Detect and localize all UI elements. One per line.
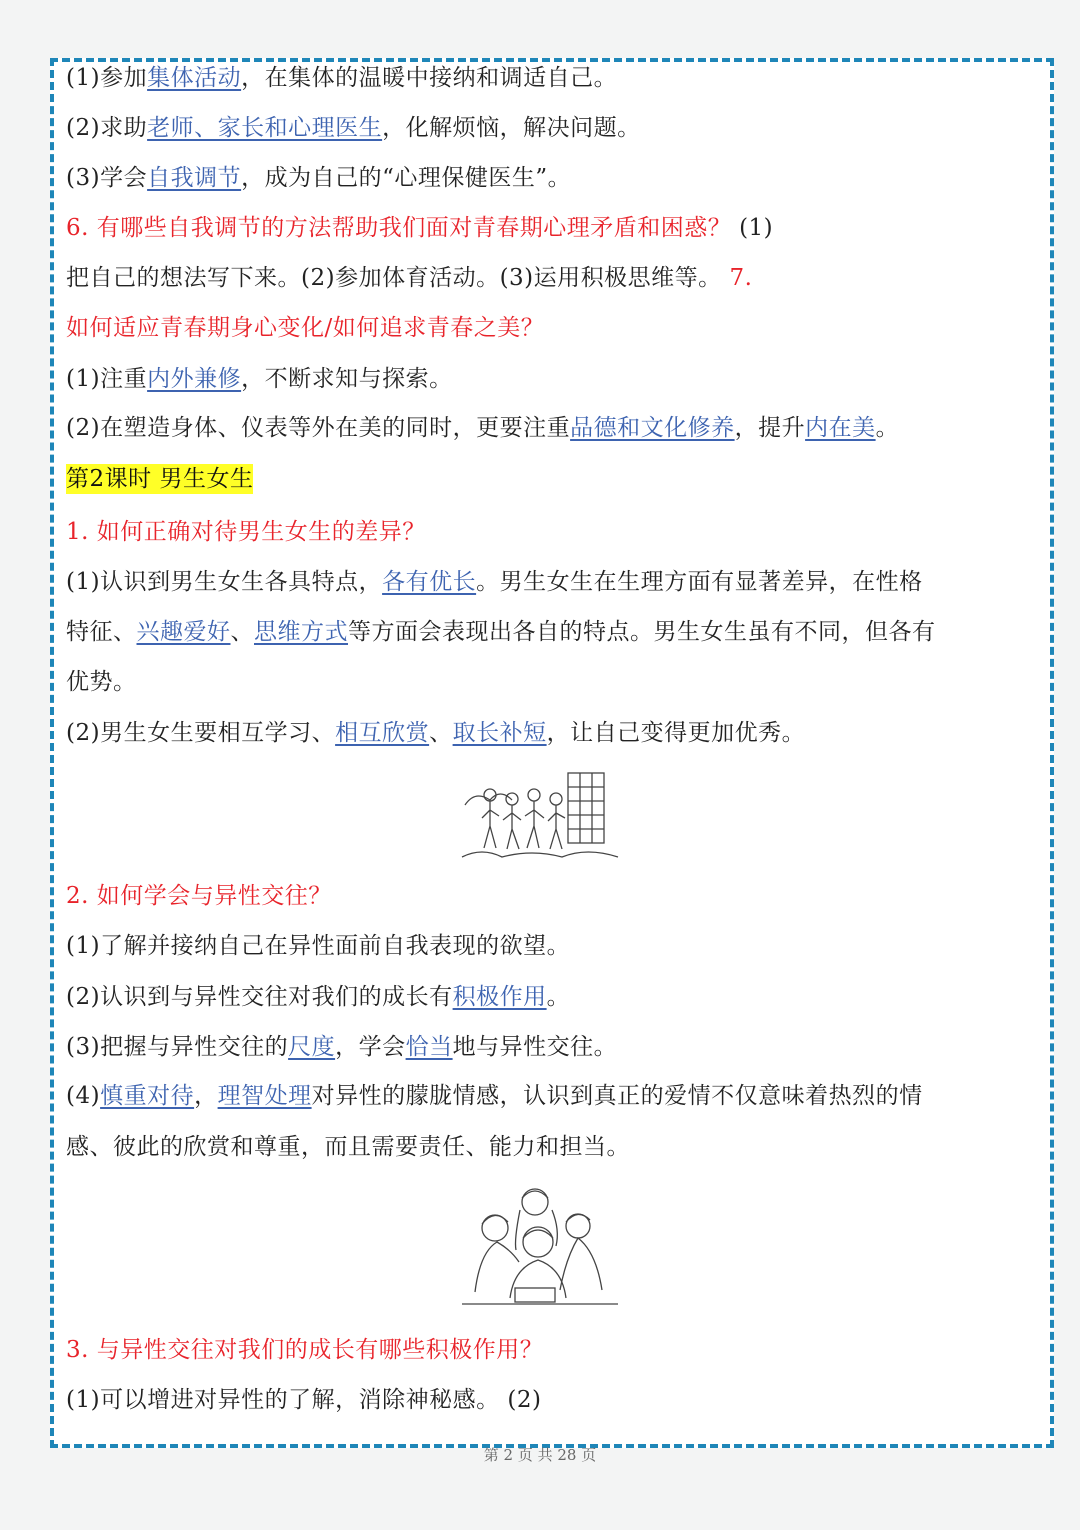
keyword: 各有优长 [382, 569, 477, 595]
students-walking-illustration [460, 765, 620, 865]
keyword: 内外兼修 [147, 366, 242, 392]
keyword: 集体活动 [147, 65, 242, 91]
answer-line: (1)了解并接纳自己在异性面前自我表现的欲望。 [66, 933, 571, 959]
keyword: 老师、家长和心理医生 [147, 115, 383, 141]
keyword: 取长补短 [452, 720, 547, 746]
section-heading: 第2课时 男生女生 [66, 466, 254, 492]
question-line: 3. 与异性交往对我们的成长有哪些积极作用？ [66, 1337, 544, 1363]
answer-line: (3)把握与异性交往的尺度，学会恰当地与异性交往。 [66, 1034, 618, 1060]
keyword: 思维方式 [254, 619, 348, 645]
answer-line: (1)参加集体活动，在集体的温暖中接纳和调适自己。 [66, 65, 618, 91]
answer-line: (1)注重内外兼修，不断求知与探索。 [66, 366, 453, 392]
answer-line: (2)男生女生要相互学习、相互欣赏、取长补短，让自己变得更加优秀。 [66, 720, 806, 746]
keyword: 品德和文化修养 [570, 415, 735, 441]
answer-line: 优势。 [66, 669, 137, 695]
question-line: 6. 有哪些自我调节的方法帮助我们面对青春期心理矛盾和困惑？ (1) [66, 215, 774, 241]
answer-line: (2)求助老师、家长和心理医生，化解烦恼，解决问题。 [66, 115, 641, 141]
keyword: 自我调节 [147, 165, 242, 191]
answer-line: (1)可以增进对异性的了解，消除神秘感。 (2) [66, 1387, 542, 1413]
keyword: 尺度 [288, 1034, 336, 1060]
answer-line: 把自己的想法写下来。(2)参加体育活动。(3)运用积极思维等。 7. [66, 265, 753, 291]
answer-line: (2)在塑造身体、仪表等外在美的同时，更要注重品德和文化修养，提升内在美。 [66, 415, 900, 441]
keyword: 理智处理 [217, 1083, 312, 1109]
page-number: 第 2 页 共 28 页 [483, 1446, 597, 1464]
group-students-illustration [460, 1180, 620, 1310]
answer-line: 特征、兴趣爱好、思维方式等方面会表现出各自的特点。男生女生虽有不同，但各有 [66, 619, 936, 645]
keyword: 内在美 [805, 415, 876, 441]
keyword: 恰当 [405, 1034, 453, 1060]
keyword: 兴趣爱好 [136, 619, 231, 645]
keyword: 慎重对待 [100, 1083, 195, 1109]
answer-line: 感、彼此的欣赏和尊重，而且需要责任、能力和担当。 [66, 1134, 630, 1160]
answer-line: (3)学会自我调节，成为自己的“心理保健医生”。 [66, 165, 572, 191]
answer-line: (1)认识到男生女生各具特点，各有优长。男生女生在生理方面有显著差异，在性格 [66, 569, 923, 595]
question-line: 如何适应青春期身心变化/如何追求青春之美？ [66, 315, 545, 341]
keyword: 相互欣赏 [335, 720, 430, 746]
keyword: 积极作用 [452, 984, 547, 1010]
answer-line: (2)认识到与异性交往对我们的成长有积极作用。 [66, 984, 571, 1010]
question-line: 1. 如何正确对待男生女生的差异？ [66, 519, 426, 545]
question-line: 2. 如何学会与异性交往？ [66, 883, 332, 909]
answer-line: (4)慎重对待，理智处理对异性的朦胧情感，认识到真正的爱情不仅意味着热烈的情 [66, 1083, 923, 1109]
